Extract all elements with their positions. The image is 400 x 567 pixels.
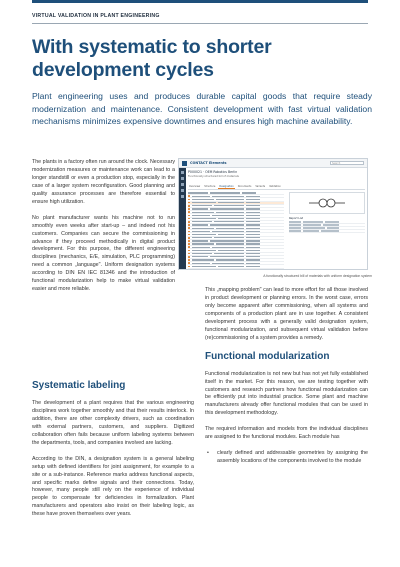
- search-input: Search: [330, 161, 364, 165]
- record-title: P000021 · OEM Robotics Berlin: [188, 170, 238, 174]
- page-title: With systematic to shorter development cycles: [32, 36, 272, 81]
- record-header: [188, 170, 365, 184]
- tab-structure: Structure: [204, 185, 216, 188]
- app-sidebar: [179, 168, 186, 269]
- nav-icon: [181, 171, 184, 174]
- body-paragraph: The development of a plant requires that the various engineering disciplines work together smoothly and that their results interlock. In addition, there are other complexity drivers, such as coordination with external partners, customers, and suppliers. Digitized collaboration often fails because uniform labeling systems between the departments, tools, and companies involved are lacking.: [32, 400, 194, 446]
- lead-paragraph: Plant engineering uses and produces durable capital goods that require steady modernization and maintenance. Consistent development with fast virtual validation mechanisms minimizes expensive downtimes and ensures high machine availability.: [32, 91, 372, 127]
- panel-row: [289, 230, 365, 233]
- nav-icon: [181, 189, 184, 192]
- panel-title: Report List: [289, 217, 303, 220]
- body-paragraph: Functional modularization is not new but has not yet fully established itself in the market. For this reason, we are testing together with customers and research partners how functional modularization can be efficiently put into industrial practice. Some plant and machine manufacturers already offer functional modules that can be used in this development methodology.: [205, 370, 368, 417]
- structure-tree: [188, 192, 284, 267]
- tab-validation: Validation: [269, 185, 281, 188]
- body-paragraph: According to the DIN, a designation system is a general labeling setup with defined identifiers for joint assignment, for example to a site or a sub-instance. Reference marks address functional aspects, and specific marks define signals and their connections. Today, however, many people still rely on the experience of individual people to compensate for deficiencies in formalization. Plant manufacturers and operators also insist on their labeling logic, as these have proven themselves over years.: [32, 455, 194, 518]
- left-column-top: [32, 159, 175, 302]
- left-column-bottom: [32, 378, 194, 527]
- right-column: [205, 287, 368, 466]
- detail-panel: [289, 192, 365, 267]
- section-heading-functional-modularization: Functional modularization: [205, 350, 330, 362]
- body-paragraph: This „mapping problem" can lead to more effort for all those involved in product development or planning errors. In the worst case, errors only become apparent after commissioning, when all systems and components of a production plant are in use together. A consistent development process with a generally valid designation system, functional modularization, and subsequent virtual validation before (re)commissioning of a system provides a remedy.: [205, 287, 368, 341]
- app-toolbar: [179, 159, 367, 168]
- record-tabs: [188, 185, 365, 190]
- tab-documents: Documents: [237, 185, 252, 188]
- bullet-item: • clearly defined and addressable geometries by assigning the assembly locations of the components involved to the module: [205, 450, 368, 466]
- tab-designation: Designation: [219, 185, 234, 188]
- body-paragraph: The plants in a factory often run around the clock. Necessary modernization measures or maintenance work can lead to a longer standstill or even a production stop, especially in the case of a larger system reconfiguration. Good planning and quality assurance processes are therefore essential to ensure high utilization.: [32, 159, 175, 205]
- nav-icon: [181, 195, 184, 198]
- bullet-list: [205, 450, 368, 466]
- screenshot-caption: A functionally structured bill of materials with uniform designation system: [263, 274, 372, 278]
- software-screenshot: [178, 158, 368, 270]
- record-subtitle: Functionally structured bill of materials: [188, 175, 239, 178]
- tab-overview: Overview: [189, 185, 201, 188]
- app-brand: CONTACT Elements: [190, 161, 227, 165]
- section-heading-systematic-labeling: Systematic labeling: [32, 380, 126, 391]
- tab-variants: Variants: [255, 185, 266, 188]
- tree-row: [188, 265, 284, 268]
- schematic-symbol-icon: [289, 192, 365, 214]
- app-logo-icon: [182, 161, 187, 166]
- body-paragraph: No plant manufacturer wants his machine not to run smoothly even weeks after start-up – and indeed not his customers. Companies can secure the commissioning in advance if they proceed methodically in digital product development. For this purpose, the different engineering disciplines (mechanics, E/E, simulation, PLC programming) need a common „language". Uniform designation systems according to DIN EN IEC 81346 and the introduction of functional modularization help to make virtual validation easier and more reliable.: [32, 214, 175, 293]
- nav-icon: [181, 177, 184, 180]
- body-paragraph: The required information and models from the individual disciplines are assigned to the functional modules. Each module has: [205, 426, 368, 441]
- top-accent-line: [32, 0, 368, 3]
- section-kicker: VIRTUAL VALIDATION IN PLANT ENGINEERING: [32, 13, 160, 19]
- kicker-divider: [32, 23, 368, 24]
- nav-icon: [181, 183, 184, 186]
